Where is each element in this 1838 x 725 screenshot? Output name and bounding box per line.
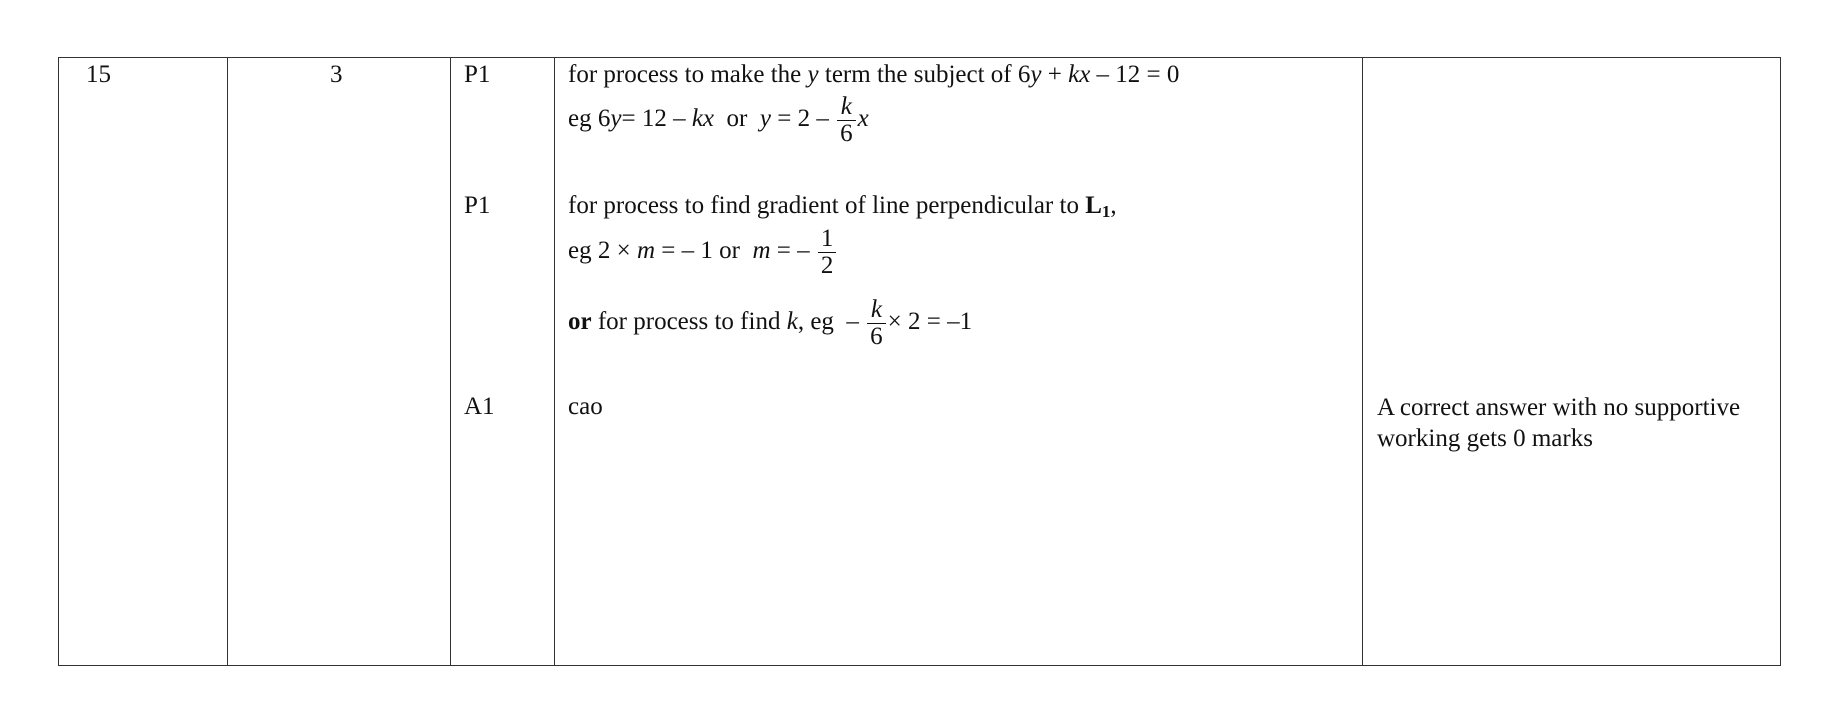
- mark-code: A1: [464, 393, 495, 420]
- total-marks: 3: [330, 61, 343, 88]
- mark-example: eg 6y= 12 – kx or y = 2 – $\frac{k}{6}$ x: [568, 93, 869, 147]
- mark-description: for process to make the y term the subject of 6y + kx – 12 = 0: [568, 61, 1180, 88]
- column-divider: [554, 58, 555, 665]
- mark-description: cao: [568, 393, 603, 420]
- column-divider: [227, 58, 228, 665]
- column-divider: [1362, 58, 1363, 665]
- mark-code: P1: [464, 192, 491, 219]
- fraction: $\frac{k}{6}$: [867, 297, 886, 350]
- mark-code: P1: [464, 61, 491, 88]
- mark-example: eg 2 × m = – 1 or m = – $\frac{1}{2}$: [568, 226, 838, 279]
- mark-description: for process to find gradient of line perpendicular to $L_1$,: [568, 192, 1117, 221]
- fraction: $\frac{1}{2}$: [818, 226, 837, 279]
- additional-guidance: A correct answer with no supportive working gets 0 marks: [1377, 394, 1741, 452]
- mark-alternative: or for process to find k, eg – $\frac{k}{6}$ × 2 = –1: [568, 296, 973, 350]
- fraction: $\frac{k}{6}$: [837, 94, 856, 147]
- column-divider: [450, 58, 451, 665]
- mark-scheme-table: [58, 57, 1781, 666]
- question-number: 15: [86, 61, 111, 88]
